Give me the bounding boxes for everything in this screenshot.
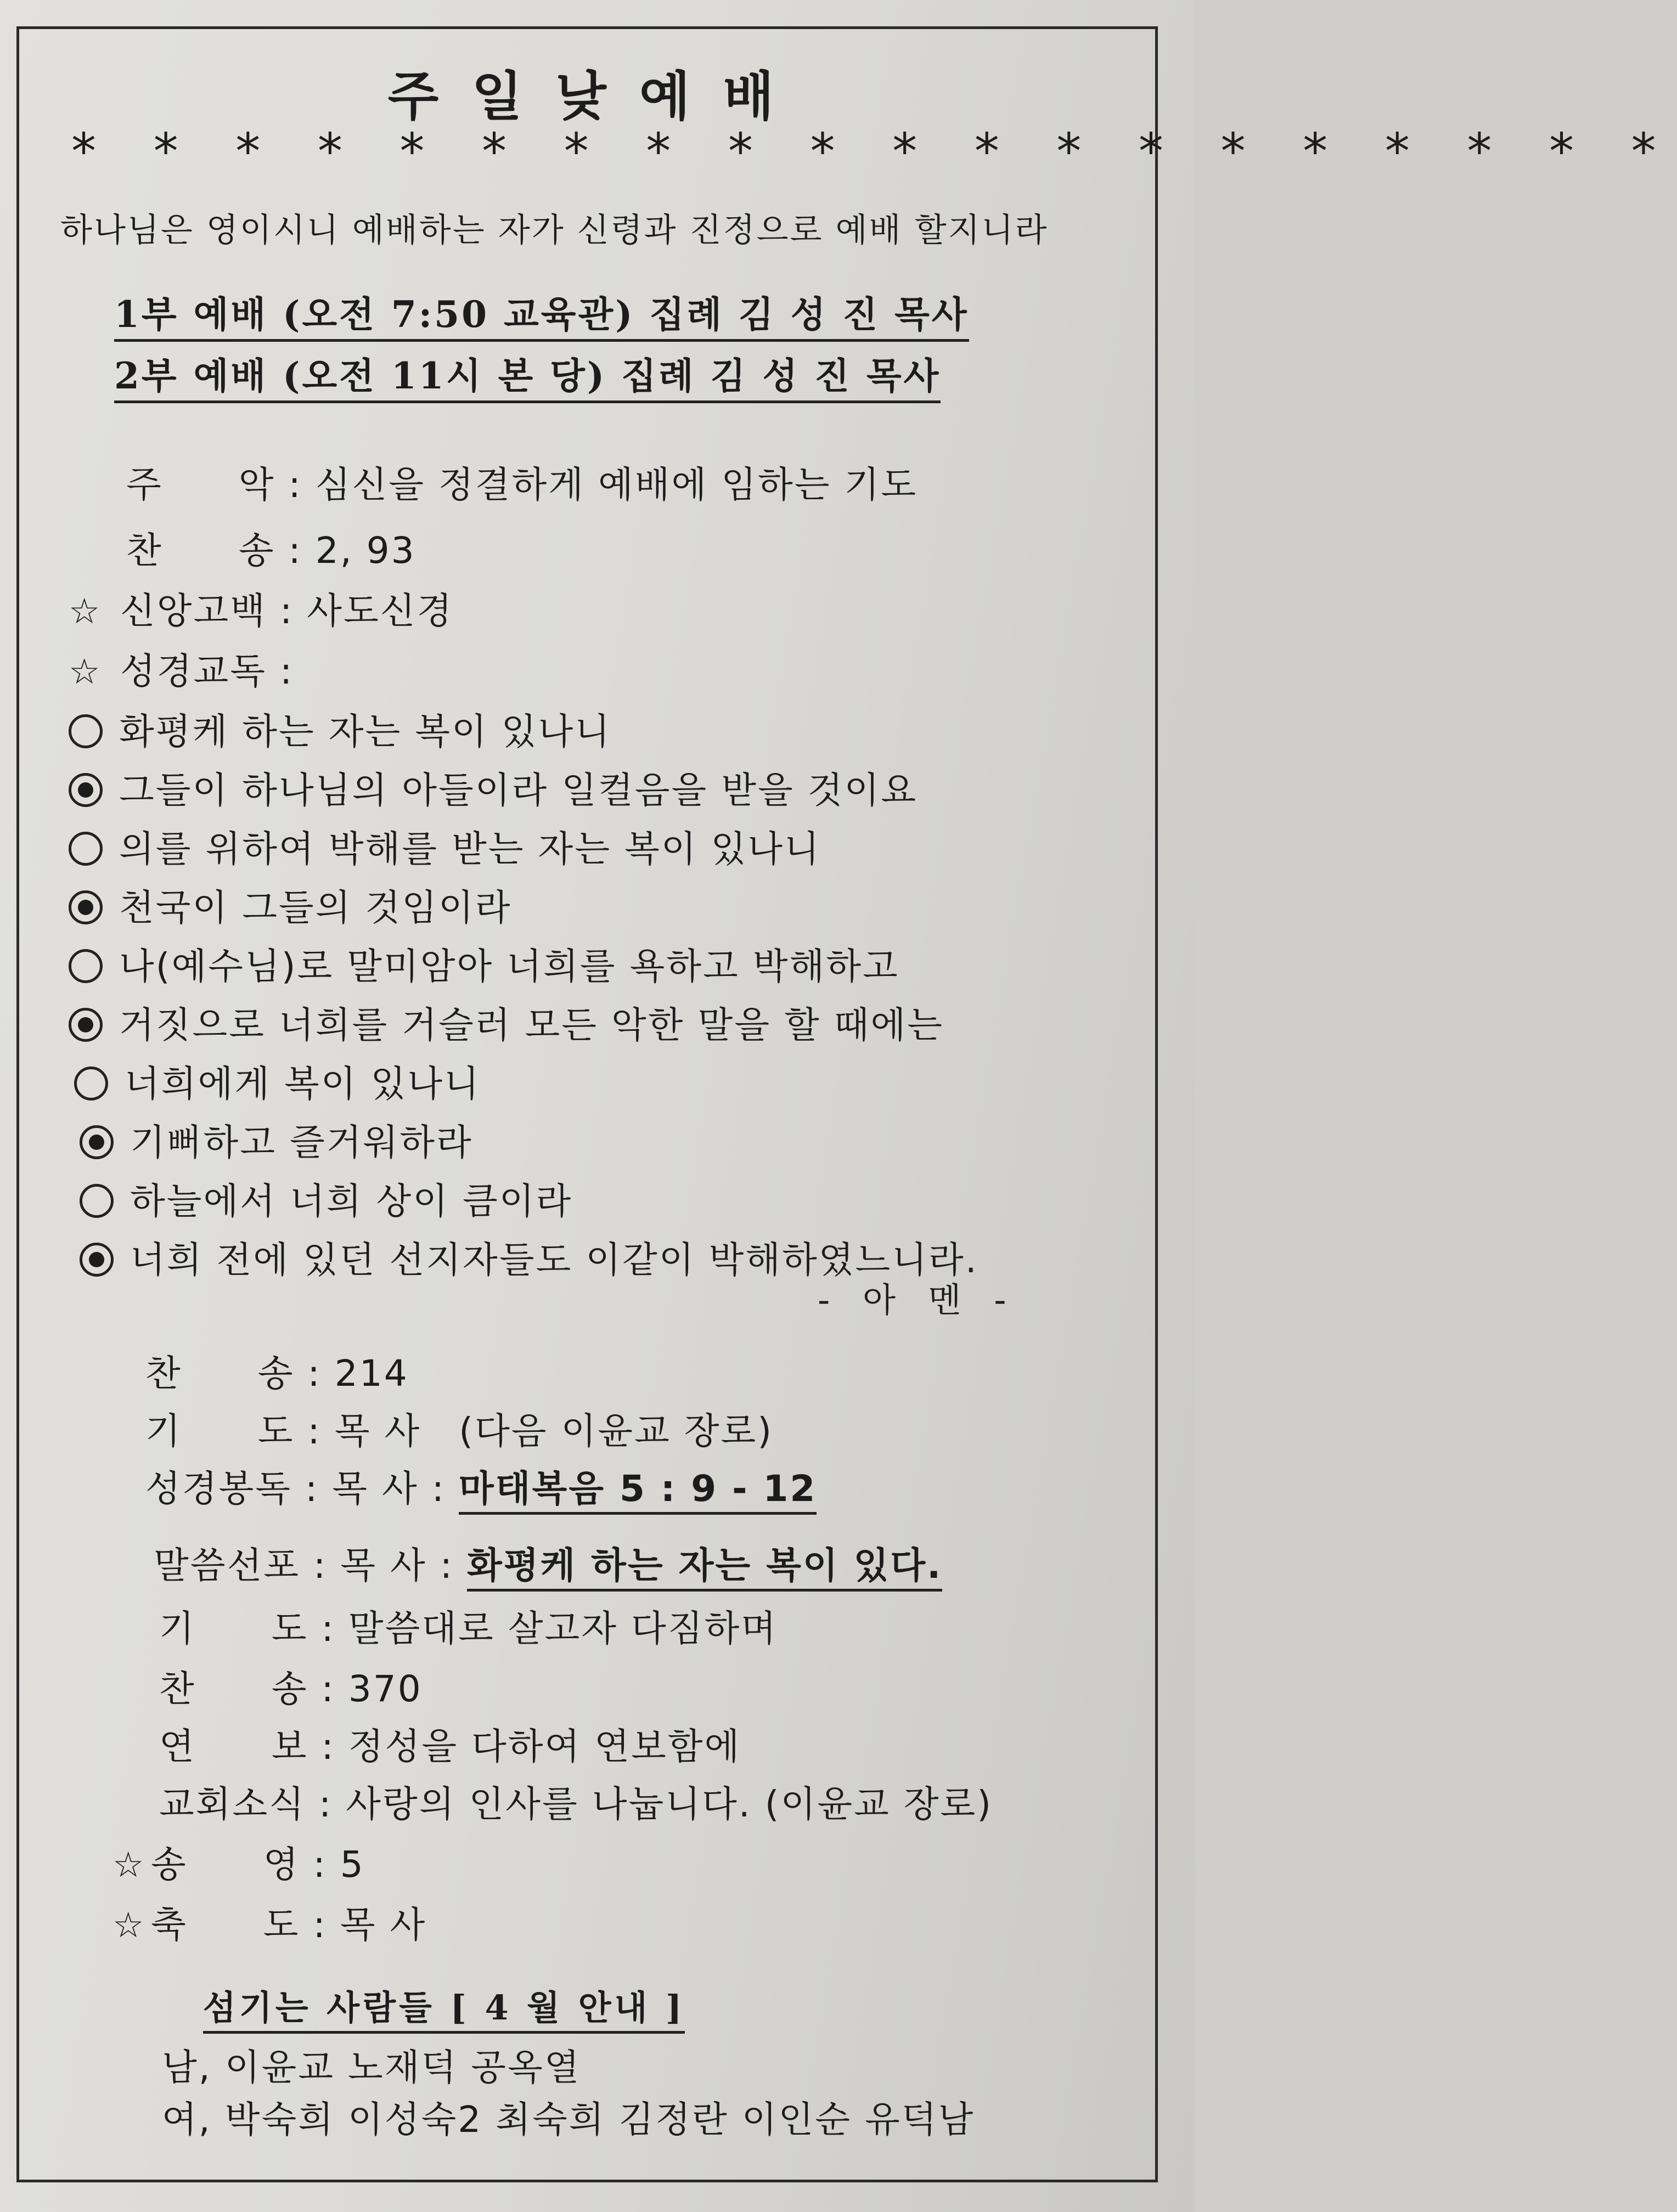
responsive-line: 나(예수님)로 말미암아 너희를 욕하고 박해하고 <box>69 937 899 989</box>
filled-circle-icon <box>69 773 103 807</box>
responsive-line: 천국이 그들의 것임이라 <box>69 878 512 930</box>
order-label: 찬 송 <box>126 529 275 572</box>
divider-stars: * * * * * * * * * * * * * * * * * * * * <box>71 123 1677 180</box>
sermon-title: 화평케 하는 자는 복이 있다. <box>467 1544 942 1592</box>
order-prelude: 주 악 : 심신을 정결하게 예배에 임하는 기도 <box>126 455 918 507</box>
order-prayer-1: 기 도 : 목 사 (다음 이윤교 장로) <box>145 1410 773 1452</box>
order-news: 교회소식 : 사랑의 인사를 나눕니다. (이윤교 장로) <box>159 1783 993 1825</box>
responsive-line: 하늘에서 너희 상이 큼이라 <box>80 1172 572 1224</box>
responsive-line: 거짓으로 너희를 거슬러 모든 악한 말을 할 때에는 <box>69 996 944 1048</box>
order-value: 2, 93 <box>315 529 416 572</box>
responsive-line: 그들이 하나님의 아들이라 일컬음을 받을 것이요 <box>69 761 918 813</box>
service-2 <box>114 347 941 399</box>
responsive-line: 너희 전에 있던 선지자들도 이같이 박해하였느니라. <box>80 1231 978 1283</box>
filled-circle-icon <box>80 1125 114 1159</box>
servers-women: 여, 박숙희 이성숙2 최숙희 김정란 이인순 유덕남 <box>162 2098 975 2141</box>
order-value: 심신을 정결하게 예배에 임하는 기도 <box>315 464 918 506</box>
open-circle-icon <box>80 1184 114 1218</box>
order-hymn-3: 찬 송 : 370 <box>159 1668 423 1710</box>
open-circle-icon <box>69 949 103 983</box>
star-icon: ☆ <box>69 591 102 632</box>
servers-title: 섬기는 사람들 [ 4 월 안내 ] <box>203 1988 685 2034</box>
order-prayer-2: 기 도 : 말씀대로 살고자 다짐하며 <box>159 1607 778 1650</box>
open-circle-icon <box>74 1066 108 1101</box>
star-icon: ☆ <box>112 1845 146 1886</box>
order-value: 사도신경 <box>307 590 454 632</box>
responsive-line: 기뻐하고 즐거워하라 <box>80 1113 473 1165</box>
order-benediction: ☆ 축 도 : 목 사 <box>112 1904 427 1946</box>
order-offering: 연 보 : 정성을 다하여 연보함에 <box>159 1725 741 1768</box>
order-sermon: 말씀선포 : 목 사 : 화평케 하는 자는 복이 있다. <box>154 1536 942 1588</box>
filled-circle-icon <box>69 1008 103 1042</box>
filled-circle-icon <box>69 890 103 924</box>
order-label: 주 악 <box>126 464 275 506</box>
servers-heading <box>203 1980 685 2029</box>
open-circle-icon <box>69 832 103 866</box>
service-2-text: 2부 예배 (오전 11시 본 당) 집례 김 성 진 목사 <box>114 354 941 403</box>
page-title: 주일낮예배 <box>387 65 807 127</box>
responsive-line: 화평케 하는 자는 복이 있나니 <box>69 702 611 754</box>
header-verse: 하나님은 영이시니 예배하는 자가 신령과 진정으로 예배 할지니라 <box>60 211 1049 250</box>
order-label: 신앙고백 <box>120 590 267 632</box>
order-hymn-2: 찬 송 : 214 <box>145 1352 409 1395</box>
filled-circle-icon <box>80 1243 114 1277</box>
order-doxology: ☆ 송 영 : 5 <box>112 1843 365 1886</box>
order-scripture: 성경봉독 : 목 사 : 마태복음 5 : 9 - 12 <box>145 1459 817 1511</box>
servers-men: 남, 이윤교 노재덕 공옥열 <box>162 2046 581 2089</box>
service-1-text: 1부 예배 (오전 7:50 교육관) 집례 김 성 진 목사 <box>114 293 969 342</box>
order-hymn-1: 찬 송 : 2, 93 <box>126 521 416 573</box>
order-creed: ☆ 신앙고백 : 사도신경 <box>69 590 454 632</box>
responsive-line: 너희에게 복이 있나니 <box>74 1054 481 1107</box>
amen-text: - 아 멘 - <box>818 1280 1017 1320</box>
star-icon: ☆ <box>69 652 102 692</box>
open-circle-icon <box>69 714 103 748</box>
order-reading: ☆ 성경교독 : <box>69 650 294 692</box>
scripture-ref: 마태복음 5 : 9 - 12 <box>459 1468 817 1515</box>
service-1 <box>114 285 969 337</box>
star-icon: ☆ <box>112 1905 146 1946</box>
responsive-line: 의를 위하여 박해를 받는 자는 복이 있나니 <box>69 820 821 872</box>
order-label: 성경교독 <box>120 650 267 692</box>
